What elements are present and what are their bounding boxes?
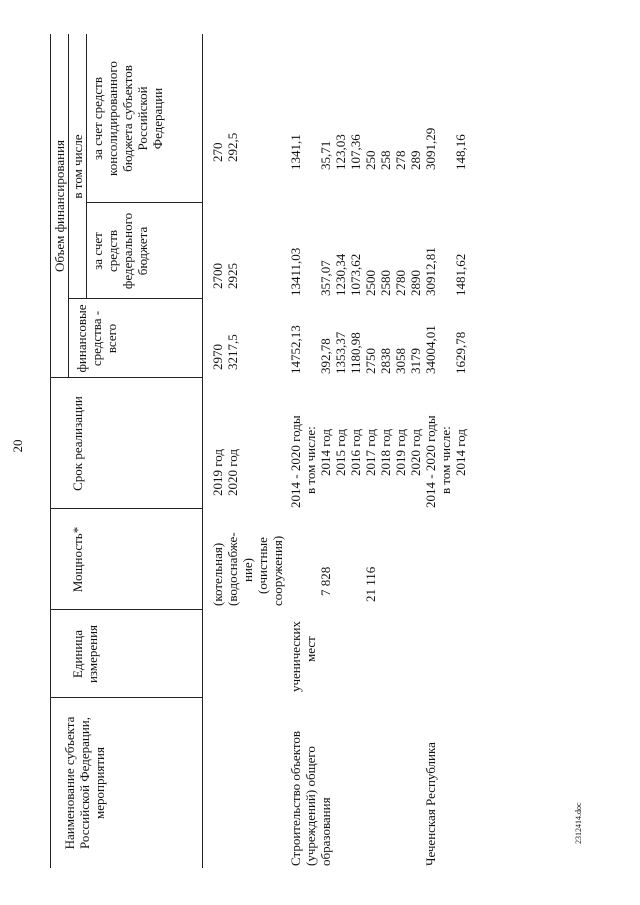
row-7-regional: 35,71 <box>318 140 333 170</box>
row-13-federal: 2890 <box>408 270 423 296</box>
header-regional: за счет средств консолидированного бюджета субъектов Российской Федерации <box>90 61 165 176</box>
row-16-regional: 148,16 <box>453 134 468 170</box>
row-3-capacity: (очистные <box>255 537 270 594</box>
row-0-capacity: (котельная) <box>210 542 225 606</box>
row-1-capacity: (водоснабже- <box>225 532 240 606</box>
row-13-total: 3179 <box>408 348 423 374</box>
row-2-capacity: ние) <box>240 557 255 582</box>
row-14-federal: 30912,81 <box>423 247 438 296</box>
row-7-name: образования <box>318 797 333 866</box>
header-including: в том числе <box>70 134 85 199</box>
row-1-regional: 292,5 <box>225 132 240 162</box>
row-9-regional: 107,36 <box>348 134 363 170</box>
row-5-federal: 13411,03 <box>288 247 303 296</box>
row-16-total: 1629,78 <box>453 331 468 374</box>
page-number: 20 <box>10 439 25 453</box>
row-8-regional: 123,03 <box>333 134 348 170</box>
row-7-capacity: 7 828 <box>318 566 333 596</box>
table-top-rule <box>50 34 51 868</box>
row-13-term: 2020 год <box>408 429 423 476</box>
row-4-capacity: сооружения) <box>270 535 285 606</box>
row-5-unit: ученических <box>288 621 303 692</box>
row-0-term: 2019 год <box>210 449 225 496</box>
row-6-unit: мест <box>303 636 318 662</box>
row-11-total: 2838 <box>378 348 393 374</box>
document-code: 2312414.doc <box>574 802 583 844</box>
row-14-term: 2014 - 2020 годы <box>423 415 438 508</box>
funding-header-rule <box>68 34 69 378</box>
row-8-total: 1353,37 <box>333 331 348 374</box>
row-14-regional: 3091,29 <box>423 127 438 170</box>
row-14-name: Чеченская Республика <box>423 742 438 866</box>
row-8-term: 2015 год <box>333 429 348 476</box>
row-0-regional: 270 <box>210 142 225 162</box>
row-9-federal: 1073,62 <box>348 253 363 296</box>
row-1-federal: 2925 <box>225 263 240 289</box>
row-12-term: 2019 год <box>393 429 408 476</box>
header-funding: Объем финансирования <box>52 139 67 273</box>
header-unit: Единица измерения <box>70 624 100 684</box>
row-13-regional: 289 <box>408 150 423 170</box>
row-1-total: 3217,5 <box>225 334 240 370</box>
row-7-total: 392,78 <box>318 338 333 374</box>
header-federal: за счет средств федерального бюджета <box>90 212 150 290</box>
row-5-term: 2014 - 2020 годы <box>288 415 303 508</box>
row-10-regional: 250 <box>363 150 378 170</box>
row-10-federal: 2500 <box>363 270 378 296</box>
row-12-regional: 278 <box>393 150 408 170</box>
row-5-total: 14752,13 <box>288 325 303 374</box>
row-7-federal: 357,07 <box>318 260 333 296</box>
row-6-term: в том числе: <box>303 426 318 494</box>
row-15-term: в том числе: <box>438 426 453 494</box>
header-bottom-rule <box>202 34 203 868</box>
row-11-term: 2018 год <box>378 429 393 476</box>
row-12-total: 3058 <box>393 348 408 374</box>
including-header-rule <box>86 34 87 299</box>
header-capacity: Мощность* <box>70 526 85 593</box>
row-11-federal: 2580 <box>378 270 393 296</box>
row-10-total: 2750 <box>363 348 378 374</box>
financing-table <box>50 34 620 868</box>
row-0-federal: 2700 <box>210 263 225 289</box>
header-total: финансовые средства - всего <box>74 304 119 373</box>
row-5-name: Строительство объектов <box>288 731 303 866</box>
row-9-term: 2016 год <box>348 429 363 476</box>
row-8-federal: 1230,34 <box>333 253 348 296</box>
row-6-name: (учреждений) общего <box>303 746 318 866</box>
row-10-term: 2017 год <box>363 429 378 476</box>
row-7-term: 2014 год <box>318 429 333 476</box>
row-12-federal: 2780 <box>393 270 408 296</box>
row-16-federal: 1481,62 <box>453 253 468 296</box>
row-10-capacity: 21 116 <box>363 566 378 602</box>
row-5-regional: 1341,1 <box>288 134 303 170</box>
row-1-term: 2020 год <box>225 449 240 496</box>
row-11-regional: 258 <box>378 150 393 170</box>
header-term: Срок реализации <box>70 396 85 491</box>
row-9-total: 1180,98 <box>348 332 363 374</box>
row-14-total: 34004,01 <box>423 325 438 374</box>
header-name: Наименование субъекта Российской Федерации, мероприятия <box>62 716 107 850</box>
row-16-term: 2014 год <box>453 429 468 476</box>
row-0-total: 2970 <box>210 344 225 370</box>
